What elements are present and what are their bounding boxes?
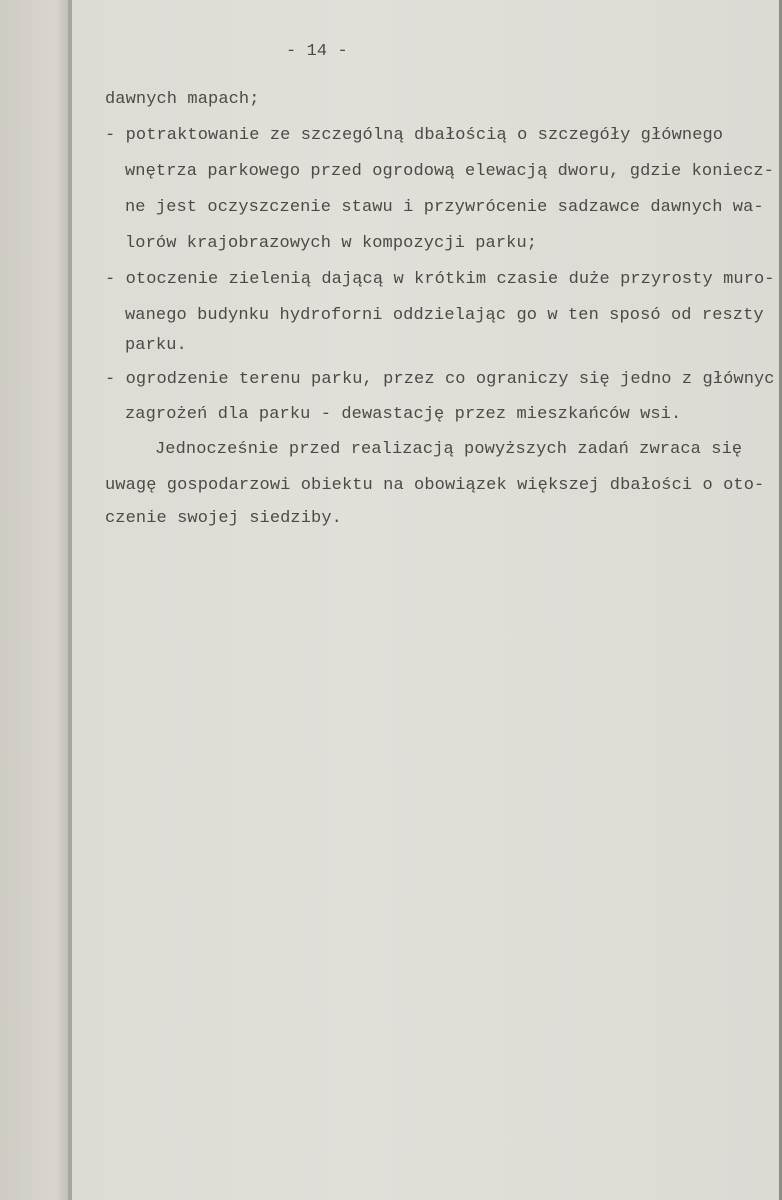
text-line: parku. [125,336,187,355]
text-line: czenie swojej siedziby. [105,509,342,528]
text-line: dawnych mapach; [105,90,260,109]
text-line: ne jest oczyszczenie stawu i przywrócenie sadzawce dawnych wa- [125,198,764,217]
text-line: wanego budynku hydroforni oddzielając go w ten sposó od reszty [125,306,764,325]
paragraph-start: Jednocześnie przed realizacją powyższych zadań zwraca się [155,440,743,459]
page-number: - 14 - [286,42,348,61]
text-line: zagrożeń dla parku - dewastację przez mieszkańców wsi. [125,405,682,424]
list-item: - ogrodzenie terenu parku, przez co ograniczy się jedno z głównyc [105,370,775,389]
text-line: uwagę gospodarzowi obiektu na obowiązek większej dbałości o oto- [105,476,765,495]
list-item: - otoczenie zielenią dającą w krótkim czasie duże przyrosty muro- [105,270,775,289]
text-line: lorów krajobrazowych w kompozycji parku; [125,234,538,253]
previous-page-edge [0,0,70,1200]
list-item: - potraktowanie ze szczególną dbałością o szczegóły głównego [105,126,724,145]
text-line: wnętrza parkowego przed ogrodową elewacją dworu, gdzie koniecz- [125,162,775,181]
